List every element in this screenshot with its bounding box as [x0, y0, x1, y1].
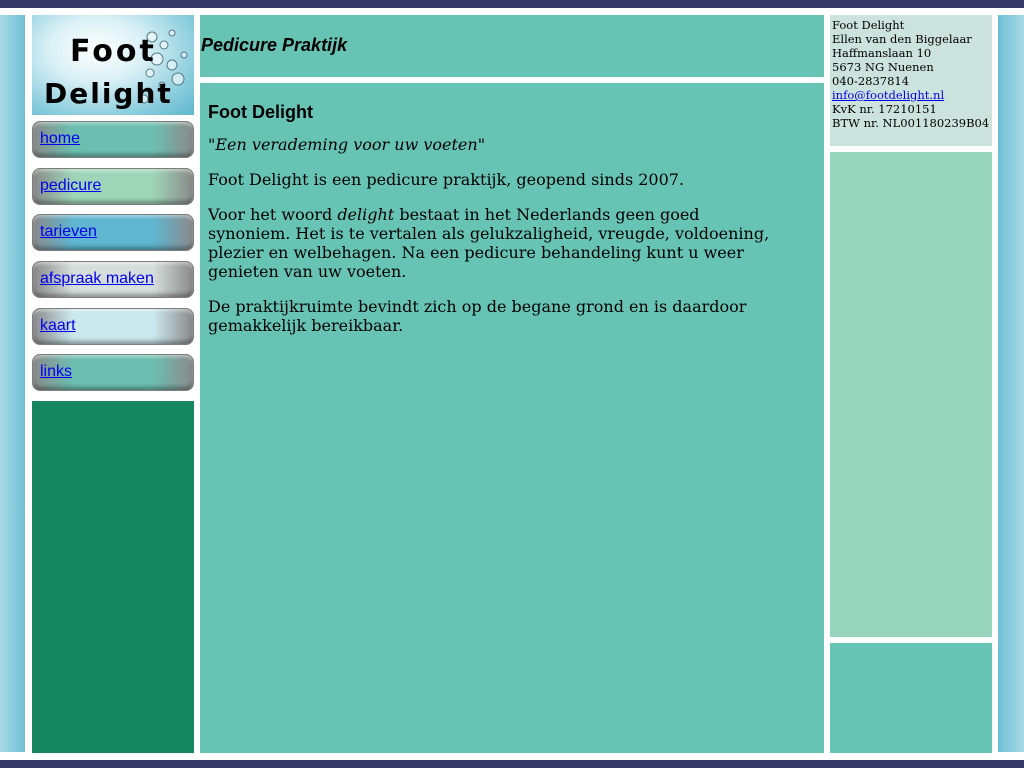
nav-item-kaart[interactable] — [32, 308, 194, 345]
contact-street: Haffmanslaan 10 — [832, 46, 932, 60]
top-bar — [0, 0, 1024, 8]
right-edge-strip — [998, 15, 1024, 752]
intro-paragraph: Foot Delight is een pedicure praktijk, geopend sinds 2007. — [208, 170, 685, 189]
delight-paragraph-end: bestaat in het Nederlands geen goed synoniem. Het is te vertalen als gelukzaligheid, vreugde, voldoening, plezier en welbehagen. Na een pedicure behandeling kunt u weer genieten van uw voeten. — [208, 205, 770, 281]
foot-delight-logo[interactable] — [32, 15, 194, 115]
delight-word: delight — [337, 205, 395, 224]
left-column-filler — [32, 401, 194, 753]
logo-text-foot: Foot — [70, 34, 157, 69]
main-content — [200, 83, 824, 753]
right-column-footer-panel — [830, 643, 992, 753]
contact-kvk: KvK nr. 17210151 — [832, 102, 937, 116]
page-title: Pedicure Praktijk — [201, 35, 348, 55]
contact-info — [830, 15, 992, 146]
nav-link-links[interactable]: links — [40, 363, 73, 380]
contact-email-link[interactable]: info@footdelight.nl — [832, 88, 945, 102]
nav-item-links[interactable] — [32, 354, 194, 391]
nav-link-home[interactable]: home — [40, 130, 81, 147]
delight-paragraph — [208, 205, 774, 281]
contact-btw: BTW nr. NL001180239B04 — [832, 116, 990, 130]
nav-link-tarieven[interactable]: tarieven — [40, 223, 97, 240]
page-header — [200, 15, 824, 77]
slogan-quote: "Een verademing voor uw voeten" — [208, 135, 486, 154]
bottom-bar — [0, 760, 1024, 768]
logo-text-delight: Delight — [44, 77, 173, 110]
contact-city: 5673 NG Nuenen — [832, 60, 934, 74]
content-heading: Foot Delight — [208, 102, 313, 122]
nav-link-afspraak-maken[interactable]: afspraak maken — [40, 270, 154, 287]
contact-name: Foot Delight — [832, 18, 905, 32]
right-column-panel — [830, 152, 992, 637]
nav-item-pedicure[interactable] — [32, 168, 194, 205]
contact-phone: 040-2837814 — [832, 74, 910, 88]
location-paragraph: De praktijkruimte bevindt zich op de begane grond en is daardoor gemakkelijk bereikbaar. — [208, 297, 747, 335]
delight-paragraph-start: Voor het woord — [208, 205, 338, 224]
nav-item-home[interactable] — [32, 121, 194, 158]
nav-link-kaart[interactable]: kaart — [40, 317, 76, 334]
contact-owner: Ellen van den Biggelaar — [832, 32, 972, 46]
left-edge-strip — [0, 15, 25, 752]
nav-item-afspraak-maken[interactable] — [32, 261, 194, 298]
nav-item-tarieven[interactable] — [32, 214, 194, 251]
nav-link-pedicure[interactable]: pedicure — [40, 177, 102, 194]
